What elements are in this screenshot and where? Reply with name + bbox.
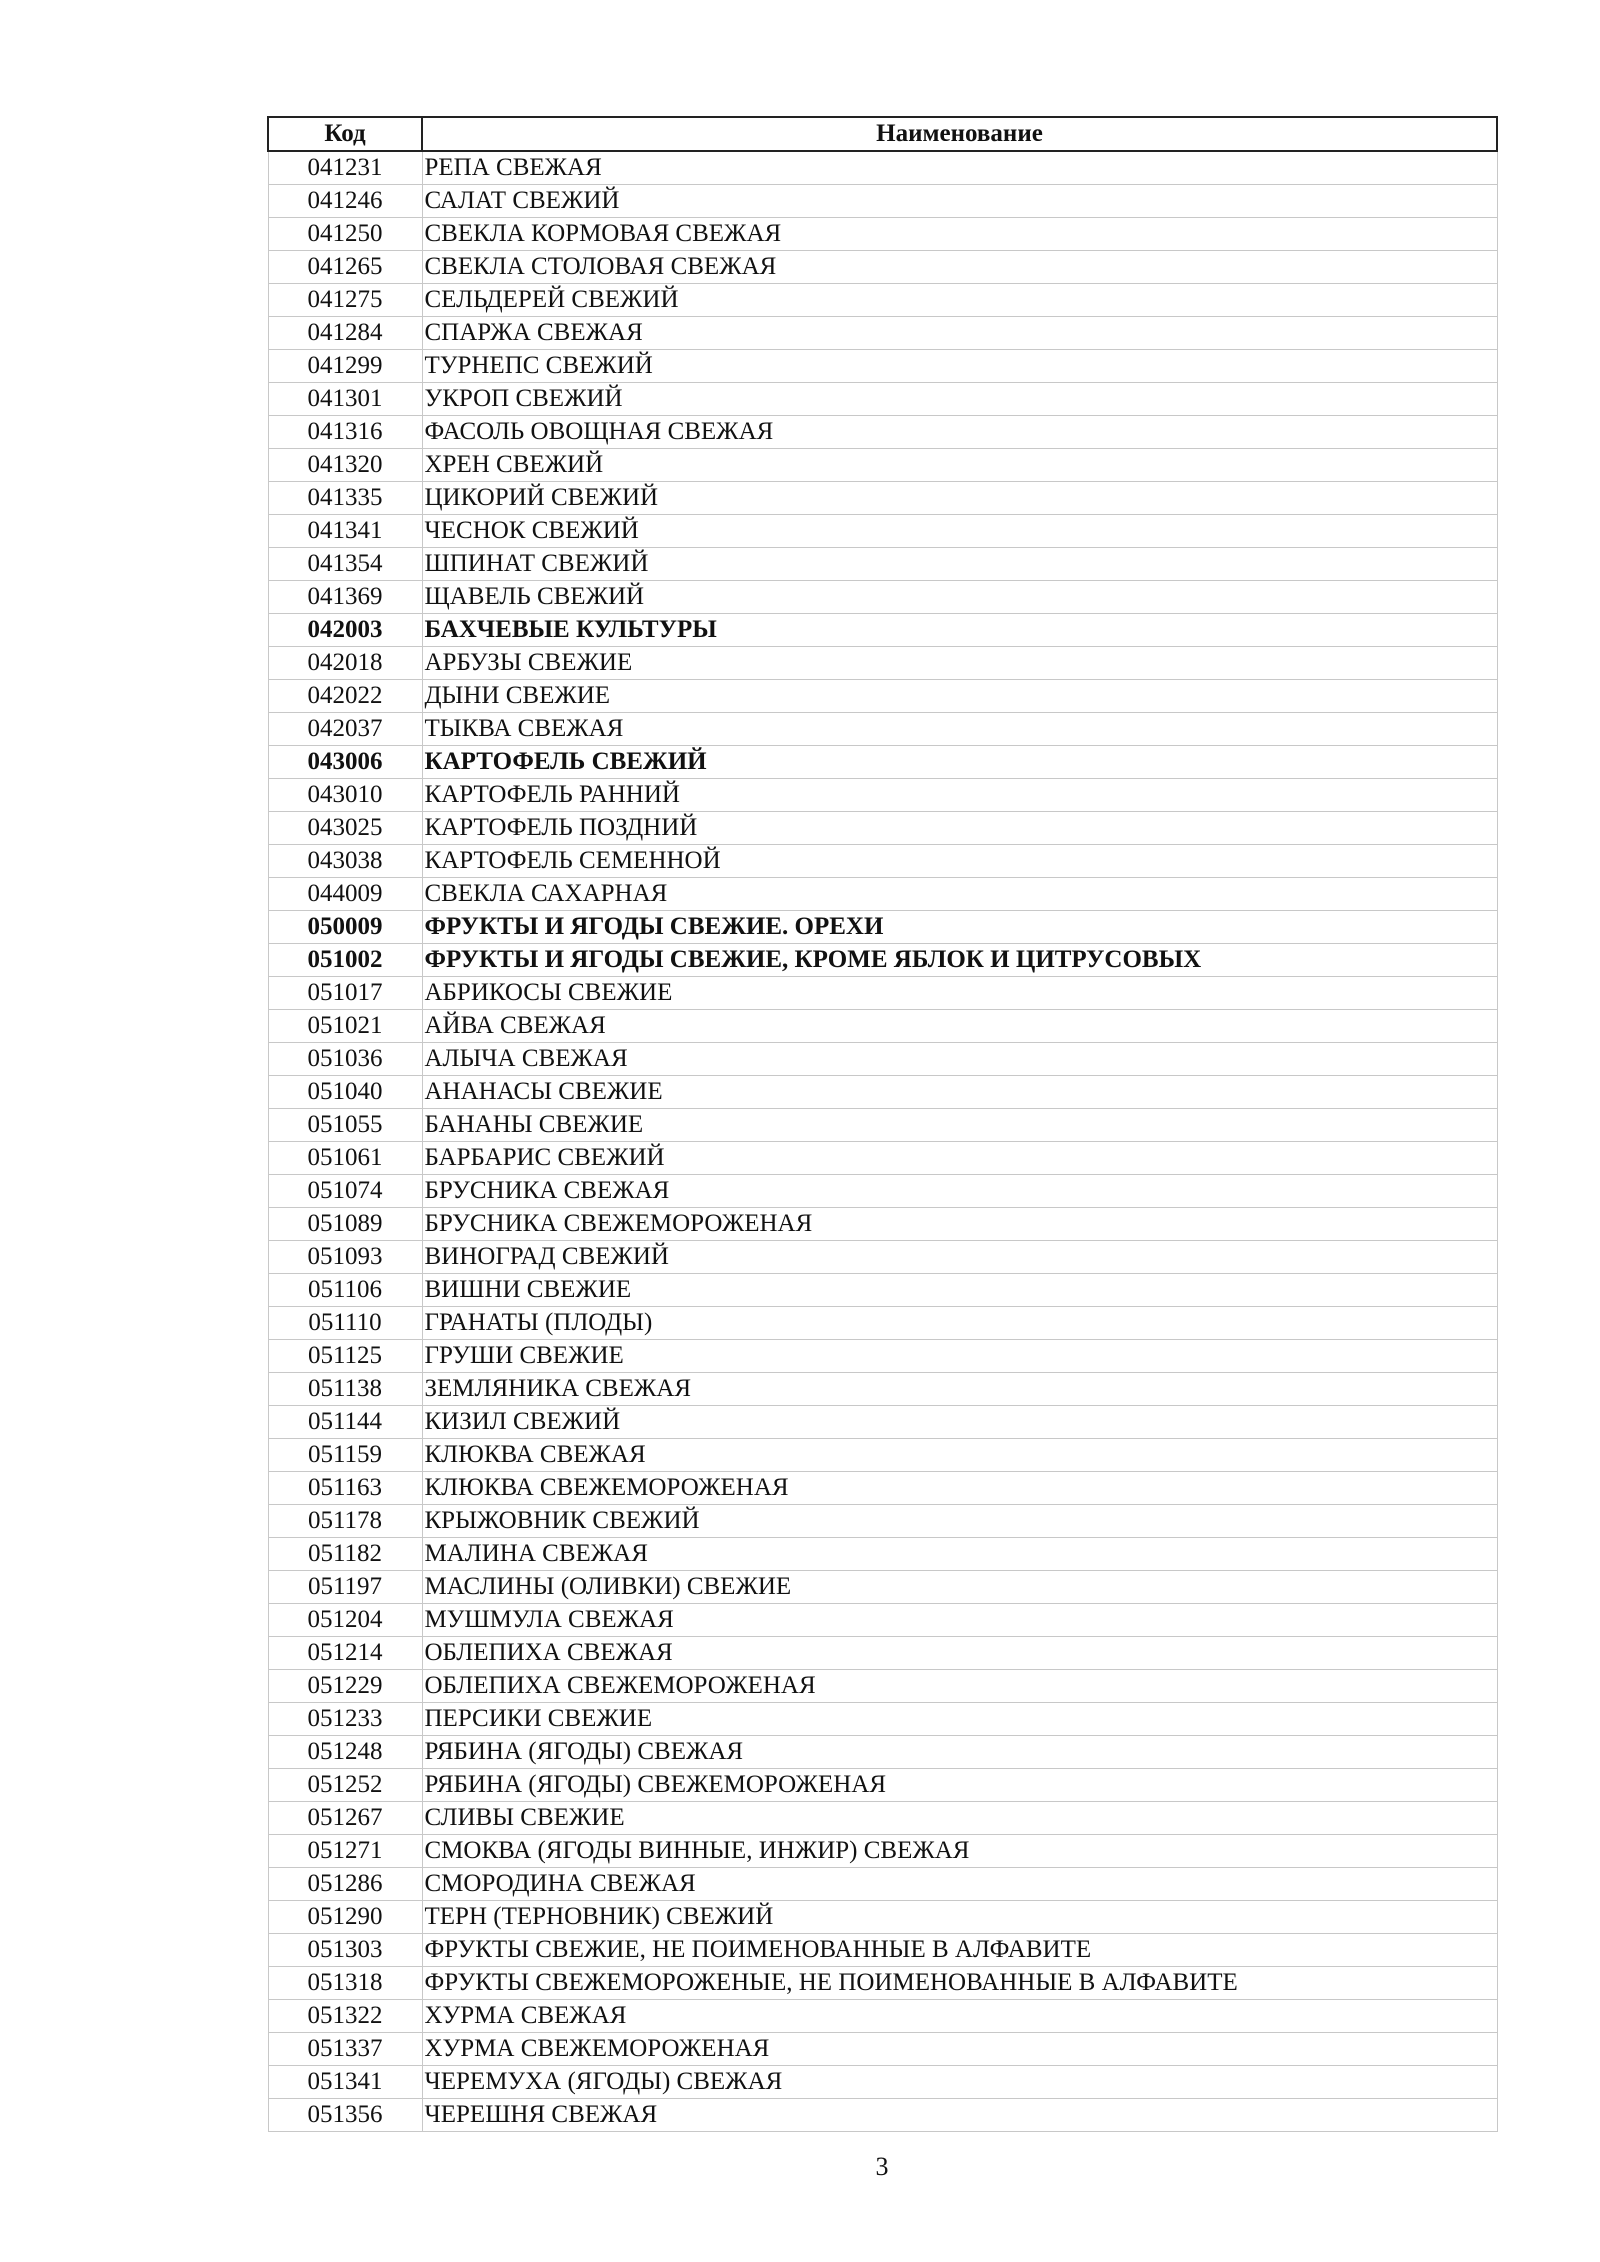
row-name: МУШМУЛА СВЕЖАЯ (422, 1604, 1497, 1637)
row-code: 051055 (268, 1109, 422, 1142)
row-name: СПАРЖА СВЕЖАЯ (422, 317, 1497, 350)
row-code: 051267 (268, 1802, 422, 1835)
table-row (268, 1439, 1497, 1472)
table-row (268, 383, 1497, 416)
row-code: 051178 (268, 1505, 422, 1538)
row-name: ТУРНЕПС СВЕЖИЙ (422, 350, 1497, 383)
table-row (268, 746, 1497, 779)
table-row (268, 779, 1497, 812)
row-name: ГРУШИ СВЕЖИЕ (422, 1340, 1497, 1373)
table-row (268, 1472, 1497, 1505)
row-name: ТЕРН (ТЕРНОВНИК) СВЕЖИЙ (422, 1901, 1497, 1934)
table-row (268, 944, 1497, 977)
row-name: СВЕКЛА СТОЛОВАЯ СВЕЖАЯ (422, 251, 1497, 284)
row-name: ГРАНАТЫ (ПЛОДЫ) (422, 1307, 1497, 1340)
row-name: РЯБИНА (ЯГОДЫ) СВЕЖАЯ (422, 1736, 1497, 1769)
row-code: 041275 (268, 284, 422, 317)
table-row (268, 1307, 1497, 1340)
table-row (268, 1868, 1497, 1901)
row-name: МАЛИНА СВЕЖАЯ (422, 1538, 1497, 1571)
row-code: 051356 (268, 2099, 422, 2132)
row-code: 051271 (268, 1835, 422, 1868)
row-code: 043038 (268, 845, 422, 878)
row-code: 051341 (268, 2066, 422, 2099)
row-code: 051106 (268, 1274, 422, 1307)
row-code: 050009 (268, 911, 422, 944)
table-row (268, 2099, 1497, 2132)
row-code: 051017 (268, 977, 422, 1010)
row-name: ХУРМА СВЕЖАЯ (422, 2000, 1497, 2033)
row-code: 051089 (268, 1208, 422, 1241)
row-code: 041354 (268, 548, 422, 581)
row-code: 051040 (268, 1076, 422, 1109)
table-row (268, 2066, 1497, 2099)
row-name: ЦИКОРИЙ СВЕЖИЙ (422, 482, 1497, 515)
row-name: АБРИКОСЫ СВЕЖИЕ (422, 977, 1497, 1010)
table-row (268, 1736, 1497, 1769)
row-name: БАРБАРИС СВЕЖИЙ (422, 1142, 1497, 1175)
table-row (268, 1373, 1497, 1406)
row-name: БАХЧЕВЫЕ КУЛЬТУРЫ (422, 614, 1497, 647)
row-name: СЛИВЫ СВЕЖИЕ (422, 1802, 1497, 1835)
row-name: ЧЕСНОК СВЕЖИЙ (422, 515, 1497, 548)
row-name: ОБЛЕПИХА СВЕЖЕМОРОЖЕНАЯ (422, 1670, 1497, 1703)
row-code: 051182 (268, 1538, 422, 1571)
row-code: 051286 (268, 1868, 422, 1901)
row-code: 051204 (268, 1604, 422, 1637)
table-row (268, 1703, 1497, 1736)
table-row (268, 482, 1497, 515)
row-name: КРЫЖОВНИК СВЕЖИЙ (422, 1505, 1497, 1538)
table-row (268, 1769, 1497, 1802)
row-code: 041250 (268, 218, 422, 251)
row-code: 051036 (268, 1043, 422, 1076)
table-row (268, 647, 1497, 680)
row-name: САЛАТ СВЕЖИЙ (422, 185, 1497, 218)
row-code: 051002 (268, 944, 422, 977)
row-code: 043025 (268, 812, 422, 845)
table-row (268, 1604, 1497, 1637)
row-code: 042003 (268, 614, 422, 647)
row-code: 051252 (268, 1769, 422, 1802)
row-name: БАНАНЫ СВЕЖИЕ (422, 1109, 1497, 1142)
row-name: СЕЛЬДЕРЕЙ СВЕЖИЙ (422, 284, 1497, 317)
table-row (268, 845, 1497, 878)
table-row (268, 1010, 1497, 1043)
table-header-row (268, 117, 1497, 151)
table-row (268, 713, 1497, 746)
row-code: 041341 (268, 515, 422, 548)
row-name: КЛЮКВА СВЕЖЕМОРОЖЕНАЯ (422, 1472, 1497, 1505)
page-number: 3 (875, 2152, 889, 2181)
row-code: 051163 (268, 1472, 422, 1505)
table-row (268, 449, 1497, 482)
row-code: 051337 (268, 2033, 422, 2066)
table-row (268, 416, 1497, 449)
row-name: ФРУКТЫ СВЕЖЕМОРОЖЕНЫЕ, НЕ ПОИМЕНОВАННЫЕ В АЛФАВИТЕ (422, 1967, 1497, 2000)
row-name: СВЕКЛА КОРМОВАЯ СВЕЖАЯ (422, 218, 1497, 251)
table-body (268, 151, 1497, 2132)
row-code: 041301 (268, 383, 422, 416)
row-name: ОБЛЕПИХА СВЕЖАЯ (422, 1637, 1497, 1670)
row-name: БРУСНИКА СВЕЖЕМОРОЖЕНАЯ (422, 1208, 1497, 1241)
row-code: 041369 (268, 581, 422, 614)
table-row (268, 515, 1497, 548)
table-row (268, 1571, 1497, 1604)
row-code: 051322 (268, 2000, 422, 2033)
table-row (268, 350, 1497, 383)
row-name: АНАНАСЫ СВЕЖИЕ (422, 1076, 1497, 1109)
row-code: 051197 (268, 1571, 422, 1604)
row-code: 051110 (268, 1307, 422, 1340)
row-name: ЧЕРЕШНЯ СВЕЖАЯ (422, 2099, 1497, 2132)
row-name: СМОКВА (ЯГОДЫ ВИННЫЕ, ИНЖИР) СВЕЖАЯ (422, 1835, 1497, 1868)
row-code: 042037 (268, 713, 422, 746)
table-row (268, 581, 1497, 614)
table-row (268, 1637, 1497, 1670)
table-row (268, 1076, 1497, 1109)
row-name: ФРУКТЫ И ЯГОДЫ СВЕЖИЕ, КРОМЕ ЯБЛОК И ЦИТРУСОВЫХ (422, 944, 1497, 977)
table-row (268, 1505, 1497, 1538)
row-name: ВИНОГРАД СВЕЖИЙ (422, 1241, 1497, 1274)
row-name: ЧЕРЕМУХА (ЯГОДЫ) СВЕЖАЯ (422, 2066, 1497, 2099)
row-code: 051229 (268, 1670, 422, 1703)
classifier-table (267, 116, 1498, 2132)
header-code: Код (268, 117, 422, 151)
row-code: 044009 (268, 878, 422, 911)
table-row (268, 2033, 1497, 2066)
table-row (268, 1241, 1497, 1274)
table-row (268, 1406, 1497, 1439)
row-name: ПЕРСИКИ СВЕЖИЕ (422, 1703, 1497, 1736)
table-row (268, 1175, 1497, 1208)
row-code: 043010 (268, 779, 422, 812)
row-code: 041265 (268, 251, 422, 284)
row-name: УКРОП СВЕЖИЙ (422, 383, 1497, 416)
header-name: Наименование (422, 117, 1497, 151)
row-code: 051290 (268, 1901, 422, 1934)
table-row (268, 614, 1497, 647)
table-row (268, 977, 1497, 1010)
row-code: 051074 (268, 1175, 422, 1208)
row-code: 043006 (268, 746, 422, 779)
table-row (268, 185, 1497, 218)
table-row (268, 2000, 1497, 2033)
table-row (268, 218, 1497, 251)
table-row (268, 1835, 1497, 1868)
table-row (268, 1274, 1497, 1307)
table-row (268, 284, 1497, 317)
table-row (268, 1340, 1497, 1373)
row-code: 041316 (268, 416, 422, 449)
row-name: ШПИНАТ СВЕЖИЙ (422, 548, 1497, 581)
row-name: АЙВА СВЕЖАЯ (422, 1010, 1497, 1043)
table-row (268, 812, 1497, 845)
row-code: 051093 (268, 1241, 422, 1274)
row-code: 041246 (268, 185, 422, 218)
table-row (268, 317, 1497, 350)
row-name: РЯБИНА (ЯГОДЫ) СВЕЖЕМОРОЖЕНАЯ (422, 1769, 1497, 1802)
row-name: КИЗИЛ СВЕЖИЙ (422, 1406, 1497, 1439)
row-code: 051021 (268, 1010, 422, 1043)
table-row (268, 1802, 1497, 1835)
row-code: 051125 (268, 1340, 422, 1373)
table-row (268, 911, 1497, 944)
table-row (268, 1538, 1497, 1571)
row-name: ТЫКВА СВЕЖАЯ (422, 713, 1497, 746)
table-row (268, 680, 1497, 713)
row-code: 042018 (268, 647, 422, 680)
row-code: 041299 (268, 350, 422, 383)
row-name: ДЫНИ СВЕЖИЕ (422, 680, 1497, 713)
row-code: 041320 (268, 449, 422, 482)
table-row (268, 1670, 1497, 1703)
row-name: СВЕКЛА САХАРНАЯ (422, 878, 1497, 911)
row-name: КАРТОФЕЛЬ РАННИЙ (422, 779, 1497, 812)
row-name: КЛЮКВА СВЕЖАЯ (422, 1439, 1497, 1472)
row-code: 051248 (268, 1736, 422, 1769)
row-code: 041231 (268, 151, 422, 185)
table-row (268, 878, 1497, 911)
table-row (268, 1934, 1497, 1967)
table-row (268, 1208, 1497, 1241)
table-row (268, 1901, 1497, 1934)
row-code: 051303 (268, 1934, 422, 1967)
row-name: СМОРОДИНА СВЕЖАЯ (422, 1868, 1497, 1901)
row-name: ФРУКТЫ И ЯГОДЫ СВЕЖИЕ. ОРЕХИ (422, 911, 1497, 944)
row-code: 051318 (268, 1967, 422, 2000)
row-name: ФРУКТЫ СВЕЖИЕ, НЕ ПОИМЕНОВАННЫЕ В АЛФАВИТЕ (422, 1934, 1497, 1967)
row-name: КАРТОФЕЛЬ ПОЗДНИЙ (422, 812, 1497, 845)
row-name: МАСЛИНЫ (ОЛИВКИ) СВЕЖИЕ (422, 1571, 1497, 1604)
table-row (268, 548, 1497, 581)
table-row (268, 1967, 1497, 2000)
table-row (268, 151, 1497, 185)
row-code: 051214 (268, 1637, 422, 1670)
row-name: ФАСОЛЬ ОВОЩНАЯ СВЕЖАЯ (422, 416, 1497, 449)
table-row (268, 1109, 1497, 1142)
row-name: АЛЫЧА СВЕЖАЯ (422, 1043, 1497, 1076)
table-row (268, 1142, 1497, 1175)
row-name: КАРТОФЕЛЬ СЕМЕННОЙ (422, 845, 1497, 878)
row-name: ХУРМА СВЕЖЕМОРОЖЕНАЯ (422, 2033, 1497, 2066)
row-name: ЗЕМЛЯНИКА СВЕЖАЯ (422, 1373, 1497, 1406)
row-name: АРБУЗЫ СВЕЖИЕ (422, 647, 1497, 680)
row-name: ХРЕН СВЕЖИЙ (422, 449, 1497, 482)
row-code: 051233 (268, 1703, 422, 1736)
row-name: РЕПА СВЕЖАЯ (422, 151, 1497, 185)
row-code: 051138 (268, 1373, 422, 1406)
row-code: 041284 (268, 317, 422, 350)
table-row (268, 251, 1497, 284)
table-row (268, 1043, 1497, 1076)
row-code: 042022 (268, 680, 422, 713)
row-name: ВИШНИ СВЕЖИЕ (422, 1274, 1497, 1307)
row-code: 051061 (268, 1142, 422, 1175)
row-name: БРУСНИКА СВЕЖАЯ (422, 1175, 1497, 1208)
row-code: 051159 (268, 1439, 422, 1472)
row-code: 041335 (268, 482, 422, 515)
row-code: 051144 (268, 1406, 422, 1439)
row-name: КАРТОФЕЛЬ СВЕЖИЙ (422, 746, 1497, 779)
row-name: ЩАВЕЛЬ СВЕЖИЙ (422, 581, 1497, 614)
